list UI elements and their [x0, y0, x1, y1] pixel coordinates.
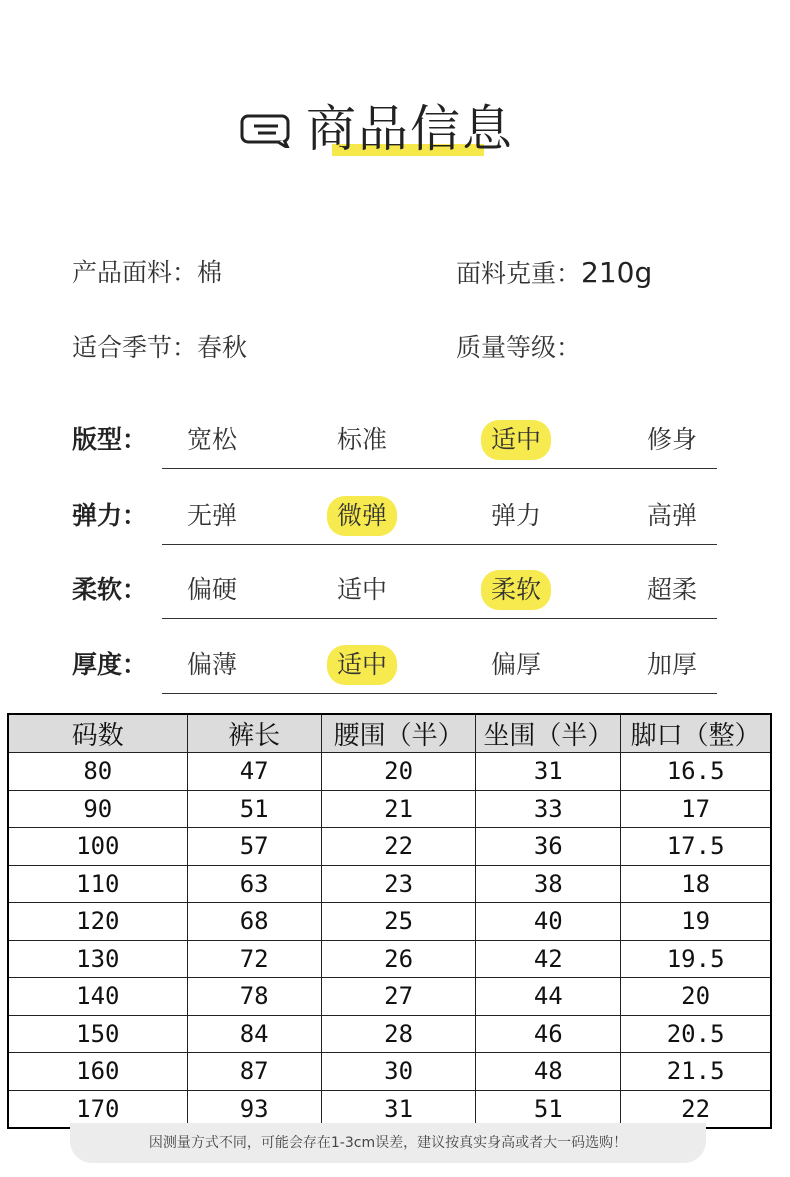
- info-label: 面料克重：: [456, 259, 582, 288]
- table-cell: 36: [476, 828, 621, 866]
- attribute-option: 标准: [336, 425, 388, 454]
- info-label: 产品面料：: [72, 258, 198, 287]
- info-weight: [456, 258, 652, 289]
- attribute-option: 偏厚: [490, 650, 542, 679]
- info-label: 质量等级：: [456, 333, 582, 362]
- table-cell: 25: [321, 903, 476, 941]
- table-cell: 93: [187, 1090, 321, 1128]
- table-cell: 19.5: [621, 940, 771, 978]
- table-cell: 23: [321, 865, 476, 903]
- table-cell: 17: [621, 790, 771, 828]
- table-row: [8, 753, 771, 791]
- size-table: [7, 713, 772, 1129]
- attribute-option-selected: 微弹: [327, 496, 397, 536]
- table-row: [8, 828, 771, 866]
- attribute-label: 版型：: [72, 425, 148, 454]
- table-cell: 63: [187, 865, 321, 903]
- table-row: [8, 790, 771, 828]
- table-cell: 33: [476, 790, 621, 828]
- attribute-option-selected: 适中: [327, 645, 397, 685]
- header-leg-opening: 脚口（整）: [621, 714, 771, 753]
- table-cell: 27: [321, 978, 476, 1016]
- table-cell: 130: [8, 940, 187, 978]
- table-row: [8, 1015, 771, 1053]
- table-cell: 16.5: [621, 753, 771, 791]
- table-cell: 20.5: [621, 1015, 771, 1053]
- table-cell: 51: [476, 1090, 621, 1128]
- table-cell: 140: [8, 978, 187, 1016]
- table-cell: 160: [8, 1053, 187, 1091]
- table-cell: 19: [621, 903, 771, 941]
- table-cell: 44: [476, 978, 621, 1016]
- info-value: 棉: [197, 258, 223, 287]
- table-cell: 72: [187, 940, 321, 978]
- attribute-row: [72, 420, 722, 490]
- info-quality: [456, 333, 581, 363]
- table-cell: 22: [321, 828, 476, 866]
- table-cell: 17.5: [621, 828, 771, 866]
- table-cell: 150: [8, 1015, 187, 1053]
- attribute-option: 高弹: [646, 501, 698, 530]
- header-length: 裤长: [187, 714, 321, 753]
- header-waist: 腰围（半）: [321, 714, 476, 753]
- table-cell: 38: [476, 865, 621, 903]
- table-cell: 78: [187, 978, 321, 1016]
- attribute-option: 加厚: [646, 650, 698, 679]
- attribute-option-selected: 适中: [481, 420, 551, 460]
- table-row: [8, 865, 771, 903]
- table-header-row: [8, 714, 771, 753]
- attribute-label: 柔软：: [72, 575, 148, 604]
- attribute-option: 弹力: [490, 501, 542, 530]
- table-cell: 28: [321, 1015, 476, 1053]
- table-cell: 68: [187, 903, 321, 941]
- table-cell: 42: [476, 940, 621, 978]
- table-row: [8, 903, 771, 941]
- footnote: 因测量方式不同，可能会存在1-3cm误差，建议按真实身高或者大一码选购！: [70, 1123, 706, 1163]
- table-cell: 110: [8, 865, 187, 903]
- table-cell: 31: [321, 1090, 476, 1128]
- info-season: [72, 333, 247, 363]
- table-cell: 21.5: [621, 1053, 771, 1091]
- attribute-row: [72, 496, 722, 566]
- table-cell: 57: [187, 828, 321, 866]
- table-cell: 84: [187, 1015, 321, 1053]
- attribute-row: [72, 570, 722, 640]
- attribute-option: 修身: [646, 425, 698, 454]
- attribute-option: 宽松: [186, 425, 238, 454]
- table-cell: 47: [187, 753, 321, 791]
- attribute-option-selected: 柔软: [481, 570, 551, 610]
- page-title: 商品信息: [306, 100, 514, 158]
- table-cell: 80: [8, 753, 187, 791]
- message-icon: [240, 114, 292, 148]
- table-cell: 51: [187, 790, 321, 828]
- table-cell: 21: [321, 790, 476, 828]
- attribute-label: 厚度：: [72, 650, 148, 679]
- table-cell: 170: [8, 1090, 187, 1128]
- attribute-label: 弹力：: [72, 501, 148, 530]
- info-label: 适合季节：: [72, 333, 198, 362]
- header-hip: 坐围（半）: [476, 714, 621, 753]
- section-title: [0, 98, 790, 168]
- attribute-option: 无弹: [186, 501, 238, 530]
- header-size: 码数: [8, 714, 187, 753]
- table-cell: 90: [8, 790, 187, 828]
- table-cell: 40: [476, 903, 621, 941]
- table-cell: 30: [321, 1053, 476, 1091]
- attribute-divider: [162, 693, 717, 694]
- table-cell: 87: [187, 1053, 321, 1091]
- table-row: [8, 1053, 771, 1091]
- table-cell: 120: [8, 903, 187, 941]
- table-cell: 22: [621, 1090, 771, 1128]
- info-fabric: [72, 258, 222, 288]
- table-cell: 100: [8, 828, 187, 866]
- attribute-option: 适中: [336, 575, 388, 604]
- attribute-divider: [162, 618, 717, 619]
- table-cell: 18: [621, 865, 771, 903]
- info-value: 210g: [581, 256, 653, 289]
- table-row: [8, 940, 771, 978]
- attribute-divider: [162, 468, 717, 469]
- table-cell: 20: [321, 753, 476, 791]
- attribute-option: 偏薄: [186, 650, 238, 679]
- table-cell: 20: [621, 978, 771, 1016]
- table-cell: 46: [476, 1015, 621, 1053]
- attribute-divider: [162, 544, 717, 545]
- table-cell: 48: [476, 1053, 621, 1091]
- table-cell: 31: [476, 753, 621, 791]
- attribute-option: 偏硬: [186, 575, 238, 604]
- attribute-row: [72, 645, 722, 715]
- table-row: [8, 978, 771, 1016]
- info-value: 春秋: [197, 333, 248, 362]
- table-cell: 26: [321, 940, 476, 978]
- attribute-option: 超柔: [646, 575, 698, 604]
